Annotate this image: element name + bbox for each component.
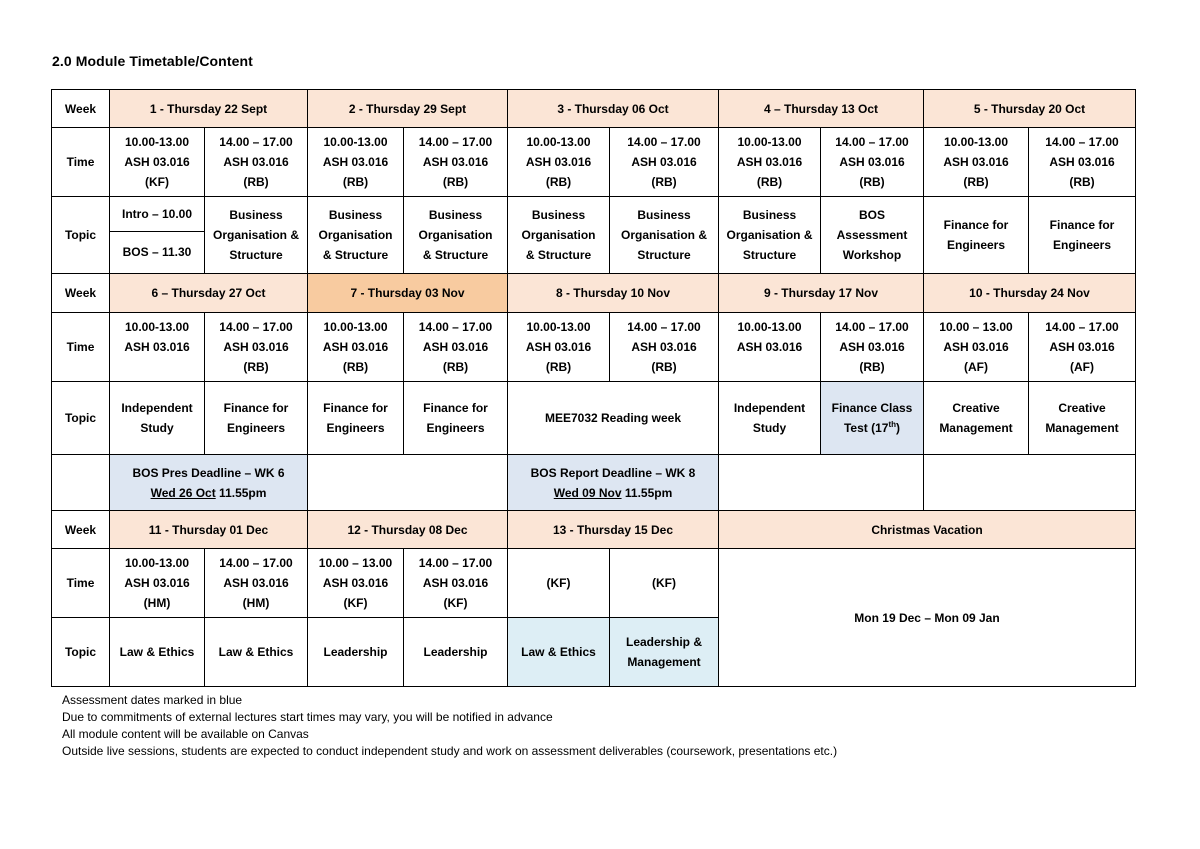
topic-bos: BOS – 11.30: [122, 245, 192, 259]
note-line: Due to commitments of external lectures start times may vary, you will be notified in advance: [62, 710, 553, 724]
time-range: 14.00 – 17.00: [418, 135, 493, 149]
topic-cell: [924, 382, 1029, 455]
time-slot: [1029, 128, 1136, 197]
time-slot: [924, 128, 1029, 197]
week-header: 12 - Thursday 08 Dec: [308, 511, 508, 549]
lecturer: (RB): [1069, 175, 1095, 189]
topic-line: Engineers: [946, 238, 1006, 252]
room: ASH 03.016: [124, 155, 190, 169]
topic-line: Finance for: [223, 401, 289, 415]
lecturer: (KF): [443, 596, 468, 610]
time-slot: [205, 549, 308, 618]
room: ASH 03.016: [736, 340, 803, 354]
time-range: 14.00 – 17.00: [418, 556, 493, 570]
topic-label: Topic: [52, 618, 110, 687]
topic-line: Finance for: [1049, 218, 1115, 232]
topic-line: & Structure: [422, 248, 489, 262]
week-header: 9 - Thursday 17 Nov: [719, 274, 924, 313]
room: ASH 03.016: [322, 576, 389, 590]
topic-text: ): [896, 421, 901, 435]
topic-cell: [610, 197, 719, 274]
lecturer: (RB): [442, 360, 469, 374]
time-label: Time: [52, 128, 110, 197]
room: ASH 03.016: [1049, 340, 1115, 354]
time-range: 10.00-13.00: [526, 135, 591, 149]
time-range: 14.00 – 17.00: [219, 135, 293, 149]
topic-cell: [404, 197, 508, 274]
time-row: [52, 128, 1136, 197]
empty-cell: [52, 455, 110, 511]
topic-label: Topic: [52, 382, 110, 455]
time-range: 10.00-13.00: [943, 135, 1009, 149]
week-header: 4 – Thursday 13 Oct: [719, 90, 924, 128]
time-range: 10.00-13.00: [737, 320, 802, 334]
topic-line: Engineers: [226, 421, 286, 435]
topic-line: Business: [742, 208, 797, 222]
lecturer: (KF): [145, 175, 169, 189]
vacation-dates: Mon 19 Dec – Mon 09 Jan: [719, 549, 1136, 687]
empty-cell: [719, 455, 924, 511]
topic-cell: [924, 197, 1029, 274]
topic-cell: [205, 382, 308, 455]
topic-line: BOS: [858, 208, 885, 222]
time-slot: [610, 128, 719, 197]
room: ASH 03.016: [1049, 155, 1115, 169]
lecturer: (RB): [243, 175, 269, 189]
topic-cell: Law & Ethics: [205, 618, 308, 687]
topic-line: Independent: [733, 401, 806, 415]
room: ASH 03.016: [322, 340, 389, 354]
topic-cell: Leadership: [404, 618, 508, 687]
room: ASH 03.016: [839, 340, 905, 354]
deadline-pres: [110, 455, 308, 511]
topic-line: Study: [752, 421, 787, 435]
topic-line: Organisation: [521, 228, 596, 242]
time-slot: [205, 128, 308, 197]
topic-line: Creative: [952, 401, 1000, 415]
week-header: 10 - Thursday 24 Nov: [924, 274, 1136, 313]
topic-cell-split: [110, 197, 205, 274]
time-range: 10.00-13.00: [323, 320, 388, 334]
time-label: Time: [52, 549, 110, 618]
week-header-row: [52, 511, 1136, 549]
topic-line: Organisation &: [726, 228, 813, 242]
notes: [62, 692, 837, 760]
topic-line: Workshop: [842, 248, 902, 262]
time-slot: [508, 128, 610, 197]
time-slot: [610, 313, 719, 382]
assessment-topic-cell: [610, 618, 719, 687]
note-line: Assessment dates marked in blue: [62, 693, 243, 707]
time-range: 10.00-13.00: [124, 320, 190, 334]
week-header-row: [52, 274, 1136, 313]
vacation-header: Christmas Vacation: [719, 511, 1136, 549]
topic-row: [52, 382, 1136, 455]
lecturer: (RB): [651, 360, 677, 374]
lecturer: (RB): [963, 175, 989, 189]
lecturer: (RB): [342, 360, 369, 374]
time-slot: [404, 128, 508, 197]
time-slot: [205, 313, 308, 382]
topic-line: Engineers: [1052, 238, 1112, 252]
time-slot: [924, 313, 1029, 382]
topic-text: Test (17: [843, 421, 889, 435]
page-title: 2.0 Module Timetable/Content: [52, 53, 253, 69]
lecturer: (AF): [964, 360, 988, 374]
time-slot: [404, 313, 508, 382]
topic-line: Finance for: [423, 401, 488, 415]
room: ASH 03.016: [736, 155, 803, 169]
topic-cell: [308, 197, 404, 274]
room: ASH 03.016: [422, 340, 489, 354]
time-range: 10.00 – 13.00: [939, 320, 1013, 334]
topic-line: Leadership &: [625, 635, 703, 649]
time-range: 10.00-13.00: [526, 320, 591, 334]
topic-cell: [308, 382, 404, 455]
time-row: [52, 313, 1136, 382]
topic-cell: [1029, 197, 1136, 274]
time-slot: [719, 128, 821, 197]
assessment-topic-cell: [821, 382, 924, 455]
topic-line: Business: [229, 208, 283, 222]
time-range: 14.00 – 17.00: [627, 135, 701, 149]
week-header: 5 - Thursday 20 Oct: [924, 90, 1136, 128]
topic-line: Structure: [637, 248, 691, 262]
topic-line: Independent: [121, 401, 193, 415]
week-label: Week: [52, 90, 110, 128]
lecturer: (RB): [859, 175, 885, 189]
empty-cell: [308, 455, 508, 511]
time-slot: [308, 549, 404, 618]
topic-cell: [110, 382, 205, 455]
time-range: 14.00 – 17.00: [1045, 320, 1119, 334]
topic-line: Management: [1045, 421, 1119, 435]
deadline-datetime: [508, 483, 718, 503]
lecturer: (RB): [756, 175, 783, 189]
topic-line: Structure: [229, 248, 283, 262]
room: ASH 03.016: [943, 340, 1009, 354]
deadline-datetime: [110, 483, 307, 503]
time-slot: [110, 313, 205, 382]
topic-line: Finance for: [943, 218, 1009, 232]
deadline-date: Wed 26 Oct: [150, 485, 216, 500]
time-slot: [821, 128, 924, 197]
deadline-title: BOS Report Deadline – WK 8: [530, 465, 696, 480]
room: ASH 03.016: [525, 155, 592, 169]
topic-cell: Leadership: [308, 618, 404, 687]
time-slot: [308, 313, 404, 382]
topic-cell: Law & Ethics: [110, 618, 205, 687]
room: ASH 03.016: [631, 155, 697, 169]
week-header: 2 - Thursday 29 Sept: [308, 90, 508, 128]
topic-line: & Structure: [322, 248, 389, 262]
time-slot: [508, 313, 610, 382]
topic-cell: [1029, 382, 1136, 455]
time-range: 14.00 – 17.00: [1045, 135, 1119, 149]
lecturer: (AF): [1070, 360, 1094, 374]
topic-cell: [205, 197, 308, 274]
lecturer: (RB): [442, 175, 469, 189]
time-slot: [110, 549, 205, 618]
topic-line: [821, 418, 923, 438]
time-slot: [821, 313, 924, 382]
topic-line: Creative: [1058, 401, 1106, 415]
topic-cell: [719, 382, 821, 455]
topic-line: & Structure: [525, 248, 592, 262]
time-range: 10.00-13.00: [124, 556, 190, 570]
note-line: Outside live sessions, students are expected to conduct independent study and work on assessment deliverables (coursework, presentations etc.): [62, 744, 838, 758]
ordinal-suffix: th: [888, 420, 897, 429]
topic-row: [52, 197, 1136, 274]
lecturer: (HM): [242, 596, 270, 610]
topic-cell: [719, 197, 821, 274]
week-header-row: [52, 90, 1136, 128]
lecturer: (RB): [859, 360, 885, 374]
time-slot: [1029, 313, 1136, 382]
topic-line: Business: [328, 208, 383, 222]
module-timetable: [51, 89, 1136, 687]
topic-line: Management: [627, 655, 701, 669]
deadline-time: 11.55pm: [621, 485, 673, 500]
topic-line: Business: [637, 208, 691, 222]
time-range: 14.00 – 17.00: [627, 320, 701, 334]
topic-line: Management: [939, 421, 1013, 435]
deadline-time: 11.55pm: [215, 485, 267, 500]
topic-line: Organisation &: [212, 228, 299, 242]
topic-label: Topic: [52, 197, 110, 274]
week-header: 13 - Thursday 15 Dec: [508, 511, 719, 549]
topic-cell: [508, 197, 610, 274]
deadline-report: [508, 455, 719, 511]
lecturer: (KF): [343, 596, 368, 610]
room: ASH 03.016: [223, 155, 289, 169]
time-range: 14.00 – 17.00: [219, 320, 293, 334]
topic-line: Engineers: [426, 421, 485, 435]
time-range: 10.00-13.00: [323, 135, 388, 149]
time-slot: [110, 128, 205, 197]
time-range: 10.00-13.00: [124, 135, 190, 149]
room: ASH 03.016: [223, 576, 289, 590]
topic-intro: Intro – 10.00: [110, 197, 204, 232]
topic-line: Finance Class: [831, 401, 913, 415]
time-slot: [719, 313, 821, 382]
room: ASH 03.016: [322, 155, 389, 169]
room: ASH 03.016: [223, 340, 289, 354]
lecturer: (RB): [651, 175, 677, 189]
topic-line: Study: [140, 421, 174, 435]
assessment-topic-cell: Law & Ethics: [508, 618, 610, 687]
week-header: 11 - Thursday 01 Dec: [110, 511, 308, 549]
topic-line: Organisation: [318, 228, 393, 242]
time-slot: [308, 128, 404, 197]
reading-week-cell: MEE7032 Reading week: [508, 382, 719, 455]
time-range: 14.00 – 17.00: [835, 320, 909, 334]
room: ASH 03.016: [631, 340, 697, 354]
time-range: 10.00-13.00: [737, 135, 802, 149]
deadline-title: BOS Pres Deadline – WK 6: [132, 465, 285, 480]
time-slot: [404, 549, 508, 618]
topic-line: Business: [428, 208, 483, 222]
topic-line: Business: [531, 208, 586, 222]
week-header: 3 - Thursday 06 Oct: [508, 90, 719, 128]
lecturer: (HM): [143, 596, 171, 610]
time-range: 14.00 – 17.00: [418, 320, 493, 334]
lecturer: (RB): [243, 360, 269, 374]
time-row: [52, 549, 1136, 618]
lecturer: (RB): [545, 175, 572, 189]
lecturer: (RB): [342, 175, 369, 189]
room: ASH 03.016: [943, 155, 1009, 169]
time-slot: (KF): [610, 549, 719, 618]
topic-line: Finance for: [323, 401, 388, 415]
topic-line: Assessment: [836, 228, 908, 242]
time-label: Time: [52, 313, 110, 382]
room: ASH 03.016: [525, 340, 592, 354]
week-header: 6 – Thursday 27 Oct: [110, 274, 308, 313]
room: ASH 03.016: [422, 155, 489, 169]
week-header: 8 - Thursday 10 Nov: [508, 274, 719, 313]
room: ASH 03.016: [124, 576, 190, 590]
week-header-current: 7 - Thursday 03 Nov: [308, 274, 508, 313]
time-range: 14.00 – 17.00: [219, 556, 293, 570]
topic-line: Structure: [742, 248, 797, 262]
room: ASH 03.016: [422, 576, 489, 590]
time-range: 14.00 – 17.00: [835, 135, 909, 149]
room: ASH 03.016: [124, 340, 190, 354]
topic-line: Engineers: [326, 421, 385, 435]
week-header: 1 - Thursday 22 Sept: [110, 90, 308, 128]
time-slot: (KF): [508, 549, 610, 618]
week-label: Week: [52, 511, 110, 549]
lecturer: (RB): [545, 360, 572, 374]
time-range: 10.00 – 13.00: [318, 556, 393, 570]
empty-cell: [924, 455, 1136, 511]
deadline-date: Wed 09 Nov: [553, 485, 622, 500]
room: ASH 03.016: [839, 155, 905, 169]
topic-cell: [404, 382, 508, 455]
topic-cell: [821, 197, 924, 274]
topic-line: Organisation &: [620, 228, 707, 242]
topic-line: Organisation: [418, 228, 493, 242]
week-label: Week: [52, 274, 110, 313]
deadline-row: [52, 455, 1136, 511]
note-line: All module content will be available on Canvas: [62, 727, 309, 741]
